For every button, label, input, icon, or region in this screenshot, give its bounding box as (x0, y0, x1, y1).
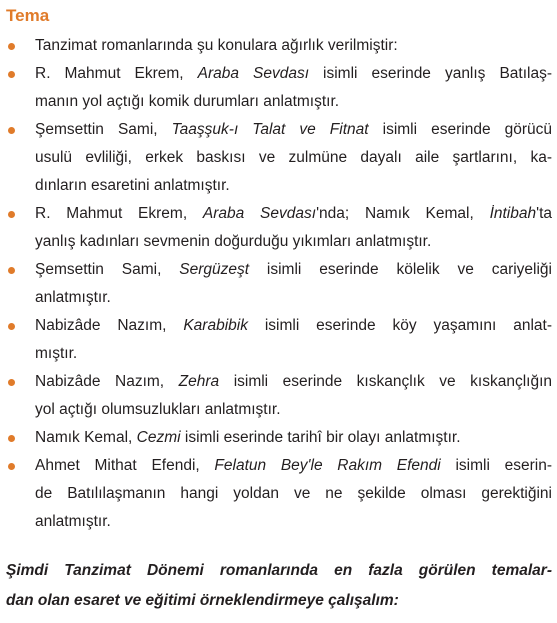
text-segment: yol açtığı olumsuzlukları anlatmıştır. (35, 401, 281, 418)
work-title: Sergüzeşt (179, 261, 250, 278)
text-segment: dınların esaretini anlatmıştır. (35, 177, 230, 194)
text-segment: manın yol açtığı komik durumları anlatmıştır. (35, 93, 340, 110)
list-item-line (35, 312, 552, 340)
text-segment: R. Mahmut Ekrem, (35, 205, 203, 222)
text-segment: isimli eserinde köy yaşamını anlat- (247, 317, 552, 334)
list-item (0, 32, 557, 60)
text-segment: Namık Kemal, (35, 429, 137, 446)
list-item-line (35, 172, 552, 200)
bullet-icon (8, 43, 15, 50)
text-segment: isimli eserinde kıskançlık ve kıskançlığın (219, 373, 552, 390)
list-item-line (35, 200, 552, 228)
bullet-icon (8, 127, 15, 134)
bullet-icon (8, 463, 15, 470)
text-segment: Tanzimat romanlarında şu konulara ağırlık verilmiştir: (35, 37, 398, 54)
text-segment: isimli eserinde görücü (368, 121, 552, 138)
text-segment: mıştır. (35, 345, 78, 362)
bullet-icon (8, 267, 15, 274)
bullet-list (0, 32, 557, 536)
text-segment: R. Mahmut Ekrem, (35, 65, 198, 82)
text-segment: de Batılılaşmanın hangi yoldan ve ne şekilde olması gerektiğini (35, 485, 552, 502)
text-segment: anlatmıştır. (35, 289, 111, 306)
list-item-line (35, 88, 552, 116)
bullet-icon (8, 211, 15, 218)
list-item-line (35, 368, 552, 396)
list-item (0, 60, 557, 116)
list-item (0, 368, 557, 424)
bullet-icon (8, 379, 15, 386)
text-segment: isimli eserin- (440, 457, 552, 474)
text-segment: anlatmıştır. (35, 513, 111, 530)
bullet-icon (8, 71, 15, 78)
text-segment: usulü evliliği, erkek baskısı ve zulmüne dayalı aile şartlarını, ka- (35, 149, 552, 166)
list-item-line (35, 60, 552, 88)
list-item-line (35, 116, 552, 144)
text-segment: 'ta (536, 205, 552, 222)
list-item (0, 452, 557, 536)
list-item-line (35, 228, 552, 256)
text-segment: Şemsettin Sami, (35, 121, 172, 138)
bullet-icon (8, 323, 15, 330)
work-title: Felatun Bey'le Rakım Efendi (214, 457, 441, 474)
list-item (0, 312, 557, 368)
section-heading: Tema (6, 6, 50, 25)
work-title: Karabibik (183, 317, 248, 334)
work-title: Zehra (178, 373, 220, 390)
text-segment: Nabizâde Nazım, (35, 317, 184, 334)
list-item (0, 200, 557, 256)
list-item-line (35, 452, 552, 480)
list-item-line (35, 144, 552, 172)
list-item-line (35, 396, 552, 424)
closing-line: Şimdi Tanzimat Dönemi romanlarında en fazla görülen temalar- (6, 562, 552, 579)
work-title: İntibah (489, 205, 537, 222)
text-segment: Şemsettin Sami, (35, 261, 180, 278)
list-item-line (35, 256, 552, 284)
closing-paragraph (6, 556, 552, 616)
work-title: Cezmi (136, 429, 181, 446)
list-item-line (35, 284, 552, 312)
list-item (0, 424, 557, 452)
list-item-line (35, 480, 552, 508)
work-title: Araba Sevdası (202, 205, 317, 222)
text-segment: isimli eserinde tarihî bir olayı anlatmıştır. (180, 429, 461, 446)
closing-line: dan olan esaret ve eğitimi örneklendirmeye çalışalım: (6, 592, 399, 609)
list-item-line (35, 32, 552, 60)
text-segment: isimli eserinde kölelik ve cariyeliği (249, 261, 552, 278)
text-segment: Ahmet Mithat Efendi, (35, 457, 215, 474)
text-segment: 'nda; Namık Kemal, (316, 205, 490, 222)
work-title: Taaşşuk-ı Talat ve Fitnat (171, 121, 369, 138)
list-item-line (35, 424, 552, 452)
text-segment: isimli eserinde yanlış Batılaş- (309, 65, 552, 82)
list-item (0, 116, 557, 200)
list-item-line (35, 340, 552, 368)
text-segment: Nabizâde Nazım, (35, 373, 179, 390)
list-item-line (35, 508, 552, 536)
list-item (0, 256, 557, 312)
work-title: Araba Sevdası (197, 65, 310, 82)
bullet-icon (8, 435, 15, 442)
text-segment: yanlış kadınları sevmenin doğurduğu yıkımları anlatmıştır. (35, 233, 432, 250)
